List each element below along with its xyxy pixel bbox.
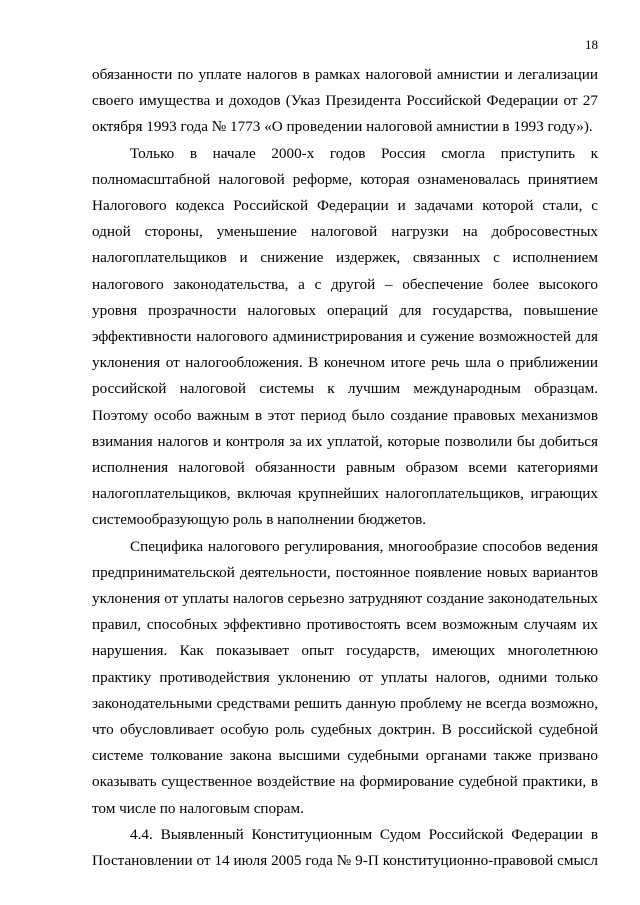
paragraph-tax-reform: Только в начале 2000-х годов Россия смогла приступить к полномасштабной налоговой реформе, которая ознаменовалась принятием Налогового кодекса Российской Федерации и задачами которой стали, с одной стороны, уменьшение налоговой нагрузки на добросовестных налогоплательщиков и снижение издержек, связанных с исполнением налогового законодательства, а с другой – обеспечение более высокого уровня прозрачности налоговых операций для государства, повышение эффективности налогового администрирования и сужение возможностей для уклонения от налогообложения. В конечном итоге речь шла о приближении российской налоговой системы к лучшим международным образцам. Поэтому особо важным в этот период было создание правовых механизмов взимания налогов и контроля за их уплатой, которые позволили бы добиться исполнения налоговой обязанности равным образом всеми категориями налогоплательщиков, включая крупнейших налогоплательщиков, играющих системообразующую роль в наполнении бюджетов. bbox=[92, 144, 598, 529]
document-body bbox=[92, 62, 598, 874]
paragraph-continuation: обязанности по уплате налогов в рамках налоговой амнистии и легализации своего имущества и доходов (Указ Президента Российской Федерации от 27 октября 1993 года № 1773 «О проведении налоговой амнистии в 1993 году»). bbox=[92, 66, 598, 136]
paragraph-section-4-4: 4.4. Выявленный Конституционным Судом Российской Федерации в Постановлении от 14 июля 2005 года № 9-П конституционно-правовой смысл bbox=[92, 825, 598, 870]
paragraph-tax-regulation: Специфика налогового регулирования, многообразие способов ведения предпринимательской деятельности, постоянное появление новых вариантов уклонения от уплаты налогов серьезно затрудняют создание законодательных правил, способных эффективно противостоять всем возможным случаям их нарушения. Как показывает опыт государств, имеющих многолетнюю практику противодействия уклонению от уплаты налогов, одними только законодательными средствами решить данную проблему не всегда возможно, что обусловливает особую роль судебных доктрин. В российской судебной системе толкование закона высшими судебными органами также призвано оказывать существенное воздействие на формирование судебной практики, в том числе по налоговым спорам. bbox=[92, 537, 598, 817]
page-number: 18 bbox=[585, 37, 598, 52]
